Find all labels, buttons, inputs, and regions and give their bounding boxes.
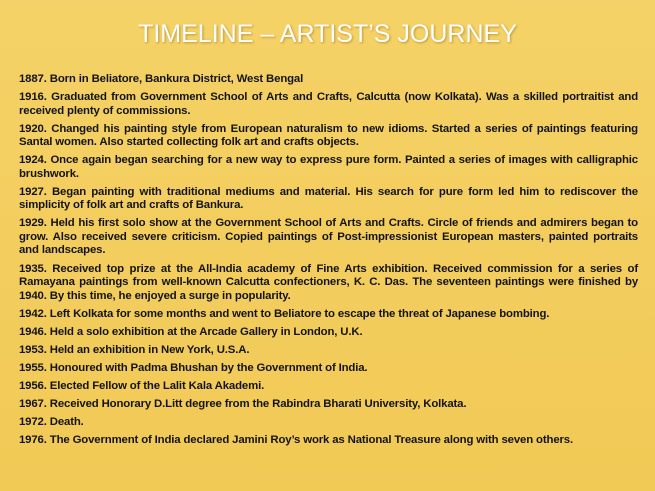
timeline-entry-1929: 1929. Held his first solo show at the Government School of Arts and Crafts. Circle of friends and admirers began to grow. Also received severe criticism. Copied paintings of Post-impressionist European masters, painted portraits and landscapes. — [19, 217, 638, 257]
timeline-entry-1920: 1920. Changed his painting style from European naturalism to new idioms. Started a series of paintings featuring Santal women. Also started collecting folk art and crafts objects. — [19, 122, 638, 149]
timeline-entry-1935: 1935. Received top prize at the All-India academy of Fine Arts exhibition. Received commission for a series of Ramayana paintings from well-known Calcutta confectioners, K. C. Das. The seventeen paintings were finished by 1940. By this time, he enjoyed a surge in popularity. — [19, 262, 638, 302]
timeline-entry-1887: 1887. Born in Beliatore, Bankura District, West Bengal — [19, 73, 304, 85]
timeline-entry-1942: 1942. Left Kolkata for some months and went to Beliatore to escape the threat of Japanese bombing. — [19, 307, 550, 320]
timeline-entry-1916: 1916. Graduated from Government School of Arts and Crafts, Calcutta (now Kolkata). Was a skilled portraitist and received plenty of commissions. — [19, 91, 638, 117]
timeline-entry-1976: 1976. The Government of India declared Jamini Roy’s work as National Treasure along with seven others. — [19, 434, 573, 447]
slide-title: TIMELINE – ARTIST’S JOURNEY — [138, 20, 517, 48]
timeline-entry-1924: 1924. Once again began searching for a new way to express pure form. Painted a series of images with calligraphic brushwork. — [19, 154, 638, 180]
timeline-entry-1955: 1955. Honoured with Padma Bhushan by the Government of India. — [19, 361, 368, 374]
timeline-entry-1956: 1956. Elected Fellow of the Lalit Kala Akademi. — [19, 380, 265, 393]
timeline-entry-1972: 1972. Death. — [19, 416, 84, 429]
timeline-entry-1946: 1946. Held a solo exhibition at the Arcade Gallery in London, U.K. — [19, 325, 363, 338]
timeline-list — [19, 73, 638, 452]
timeline-entry-1953: 1953. Held an exhibition in New York, U.S.A. — [19, 343, 250, 356]
timeline-entry-1967: 1967. Received Honorary D.Litt degree from the Rabindra Bharati University, Kolkata. — [19, 398, 467, 411]
timeline-entry-1927: 1927. Began painting with traditional mediums and material. His search for pure form led him to rediscover the simplicity of folk art and crafts of Bankura. — [19, 185, 638, 212]
